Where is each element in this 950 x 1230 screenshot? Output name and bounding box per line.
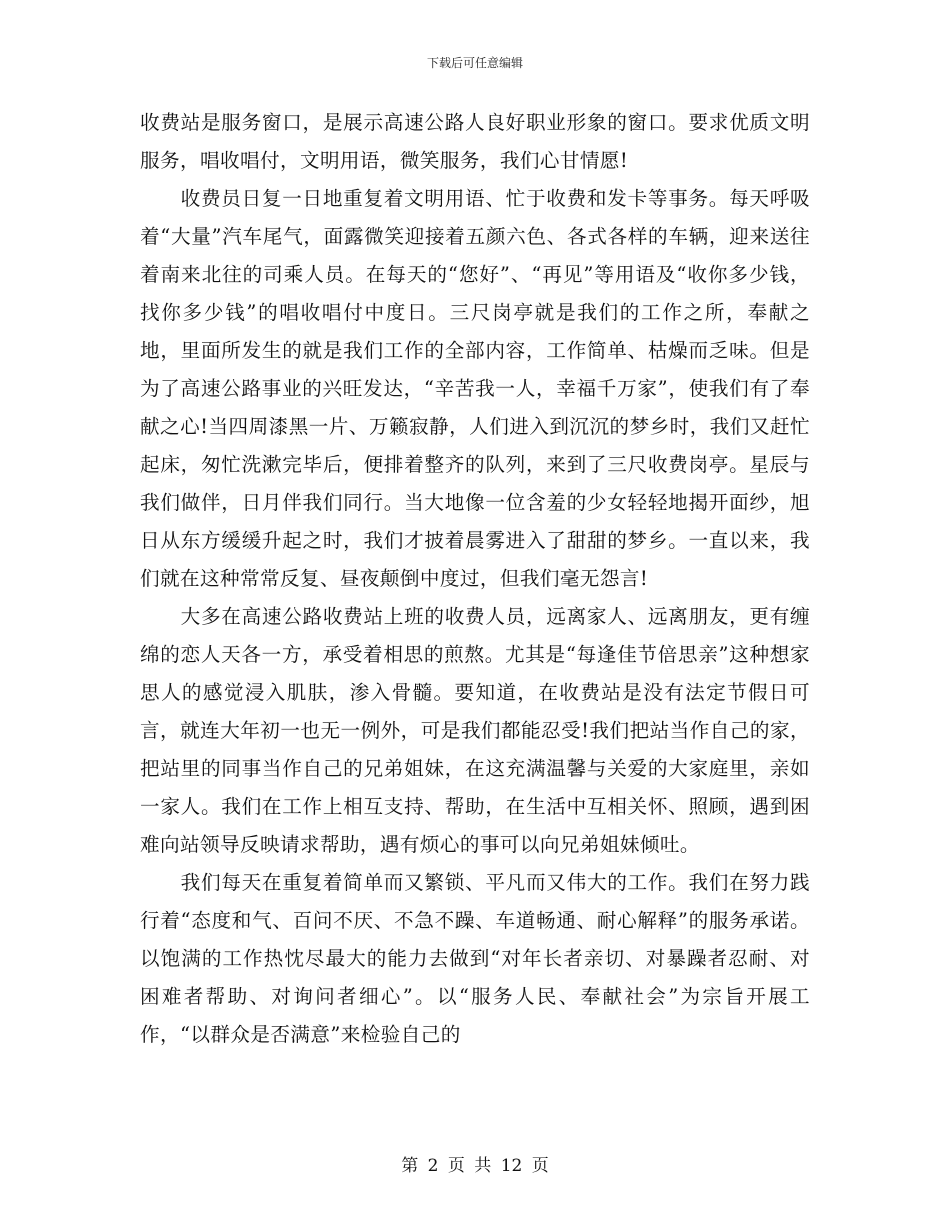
paragraph-4: 我们每天在重复着简单而又繁锁、平凡而又伟大的工作。我们在努力践行着“态度和气、百问不厌、不急不躁、车道畅通、耐心解释”的服务承诺。以饱满的工作热忱尽最大的能力去做到“对年长者亲切、对暴躁者忍耐、对困难者帮助、对询问者细心”。以“服务人民、奉献社会”为宗旨开展工作，“以群众是否满意”来检验自己的	[140, 871, 810, 1046]
paragraph-1: 收费站是服务窗口，是展示高速公路人良好职业形象的窗口。要求优质文明服务，唱收唱付，文明用语，微笑服务，我们心甘情愿!	[140, 111, 810, 172]
header-note: 下载后可任意编辑	[426, 56, 523, 70]
paragraph-2: 收费员日复一日地重复着文明用语、忙于收费和发卡等事务。每天呼吸着“大量”汽车尾气，面露微笑迎接着五颜六色、各式各样的车辆，迎来送往着南来北往的司乘人员。在每天的“您好”、“再见”等用语及“收你多少钱，找你多少钱”的唱收唱付中度日。三尺岗亭就是我们的工作之所，奉献之地，里面所发生的就是我们工作的全部内容，工作简单、枯燥而乏味。但是为了高速公路事业的兴旺发达，“辛苦我一人，幸福千万家”，使我们有了奉献之心!当四周漆黑一片、万籁寂静，人们进入到沉沉的梦乡时，我们又赶忙起床，匆忙洗漱完毕后，便排着整齐的队列，来到了三尺收费岗亭。星辰与我们做伴，日月伴我们同行。当大地像一位含羞的少女轻轻地揭开面纱，旭日从东方缓缓升起之时，我们才披着晨雾进入了甜甜的梦乡。一直以来，我们就在这种常常反复、昼夜颠倒中度过，但我们毫无怨言!	[140, 187, 810, 590]
paragraph-3: 大多在高速公路收费站上班的收费人员，远离家人、远离朋友，更有缠绵的恋人天各一方，承受着相思的煎熬。尤其是“每逢佳节倍思亲”这种想家思人的感觉浸入肌肤，渗入骨髓。要知道，在收费站是没有法定节假日可言，就连大年初一也无一例外，可是我们都能忍受!我们把站当作自己的家，把站里的同事当作自己的兄弟姐妹，在这充满温馨与关爱的大家庭里，亲如一家人。我们在工作上相互支持、帮助，在生活中互相关怀、照顾，遇到困难向站领导反映请求帮助，遇有烦心的事可以向兄弟姐妹倾吐。	[140, 605, 810, 856]
page-content	[140, 104, 810, 1054]
page-number: 第 2 页 共 12 页	[401, 1156, 549, 1176]
